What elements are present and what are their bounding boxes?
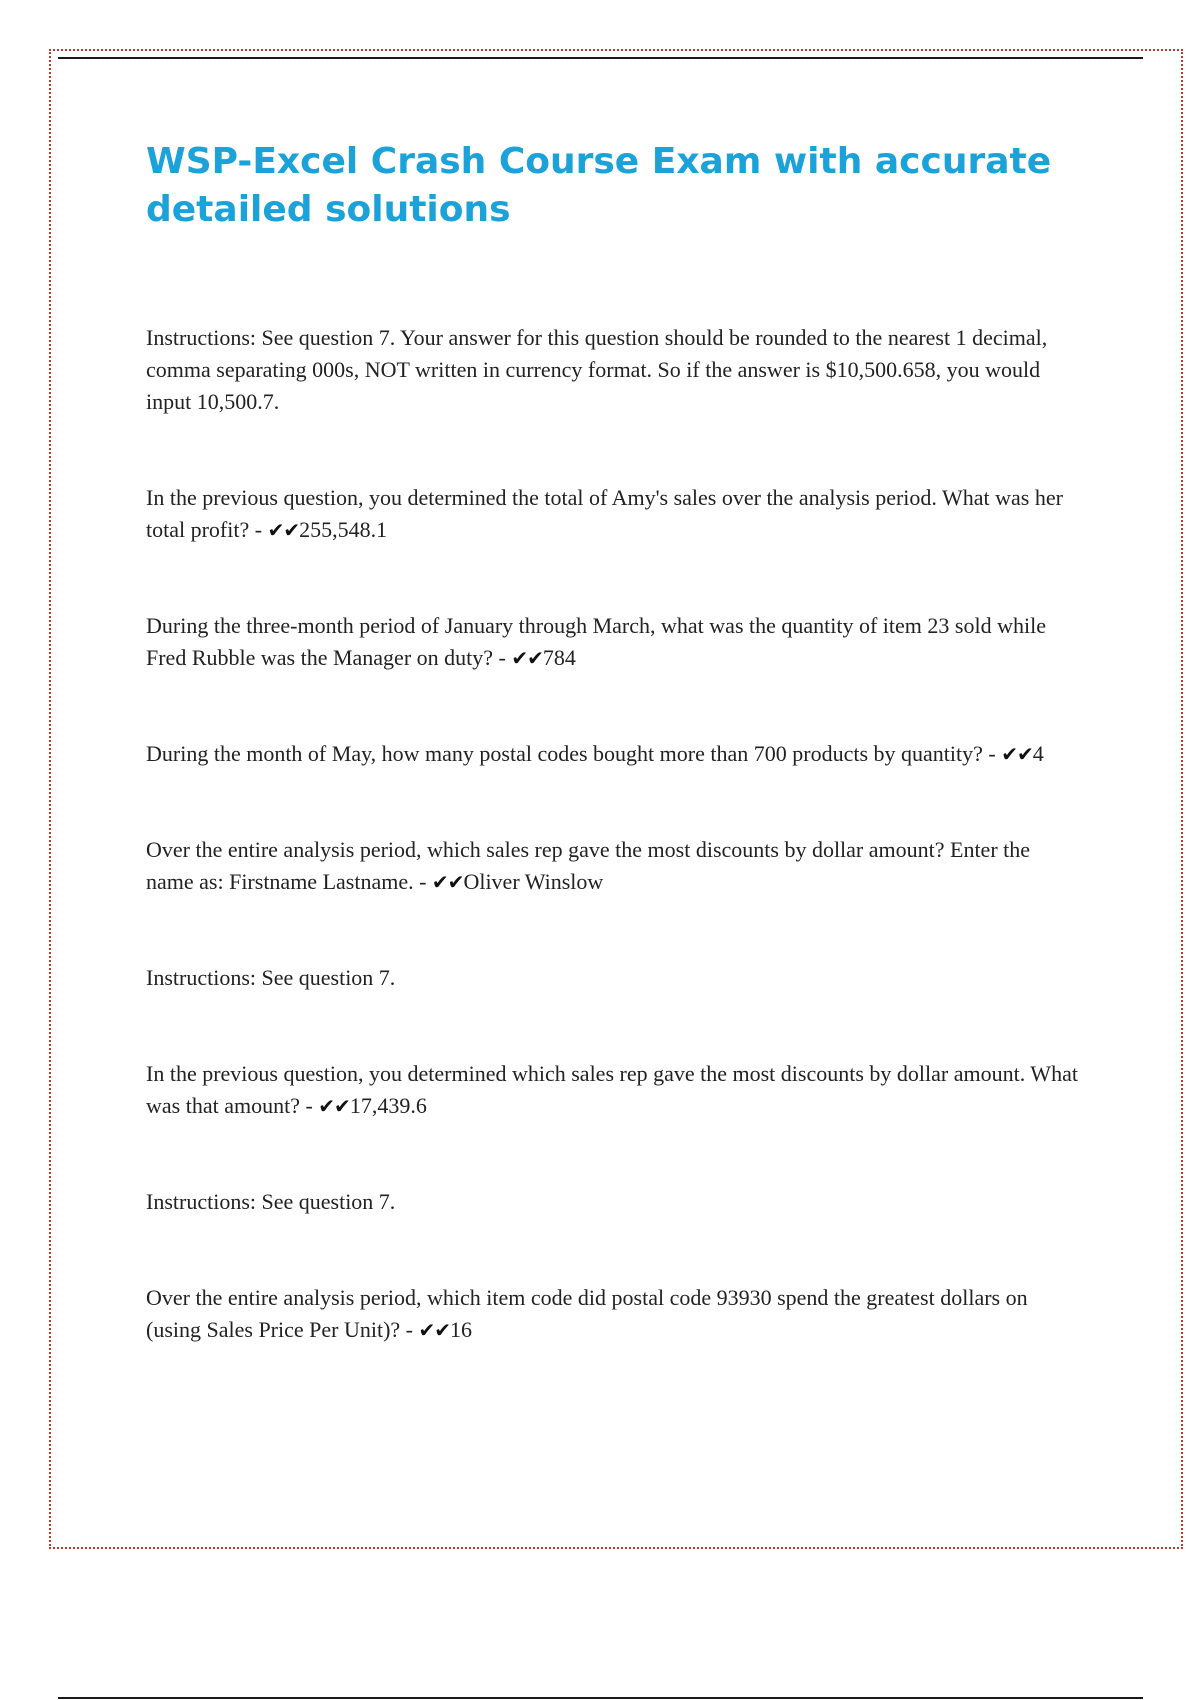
qa-list [146,322,1081,1346]
instruction-text: Instructions: See question 7. Your answer for this question should be rounded to the nearest 1 decimal, comma separating 000s, NOT written in currency format. So if the answer is $10,500.658, you would input 10,500.7. [146,325,1048,414]
answer-text: 16 [450,1317,473,1342]
question-text: In the previous question, you determined which sales rep gave the most discounts by dollar amount. What was that amount? - [146,1061,1078,1118]
question-answer-item [146,482,1081,546]
question-answer-item [146,1282,1081,1346]
question-answer-item [146,1058,1081,1122]
question-text: During the month of May, how many postal codes bought more than 700 products by quantity? - [146,741,996,766]
double-check-icon: ✔✔ [318,1094,350,1118]
double-check-icon: ✔✔ [1001,742,1033,766]
instruction-paragraph [146,962,1081,994]
answer-text: 255,548.1 [299,517,388,542]
top-rule [58,57,1143,59]
answer-text: 784 [542,645,576,670]
question-text: In the previous question, you determined the total of Amy's sales over the analysis period. What was her total profit? - [146,485,1063,542]
question-text: Over the entire analysis period, which item code did postal code 93930 spend the greatest dollars on (using Sales Price Per Unit)? - [146,1285,1028,1342]
question-text: Over the entire analysis period, which sales rep gave the most discounts by dollar amount? Enter the name as: Firstname Lastname. - [146,837,1031,894]
double-check-icon: ✔✔ [418,1318,451,1342]
double-check-icon: ✔✔ [267,518,300,542]
instruction-text: Instructions: See question 7. [146,1189,396,1214]
question-text: During the three-month period of January through March, what was the quantity of item 23 sold while Fred Rubble was the Manager on duty? - [146,613,1046,670]
document-title: WSP-Excel Crash Course Exam with accurate detailed solutions [146,141,1052,230]
bottom-rule [58,1697,1143,1699]
answer-text: Oliver Winslow [463,869,604,894]
double-check-icon: ✔✔ [431,870,464,894]
instruction-text: Instructions: See question 7. [146,965,396,990]
answer-text: 4 [1032,741,1044,766]
question-answer-item [146,834,1081,898]
question-answer-item [146,610,1081,674]
instruction-paragraph [146,322,1081,418]
double-check-icon: ✔✔ [511,646,543,670]
answer-text: 17,439.6 [349,1093,427,1118]
question-answer-item [146,738,1081,770]
instruction-paragraph [146,1186,1081,1218]
